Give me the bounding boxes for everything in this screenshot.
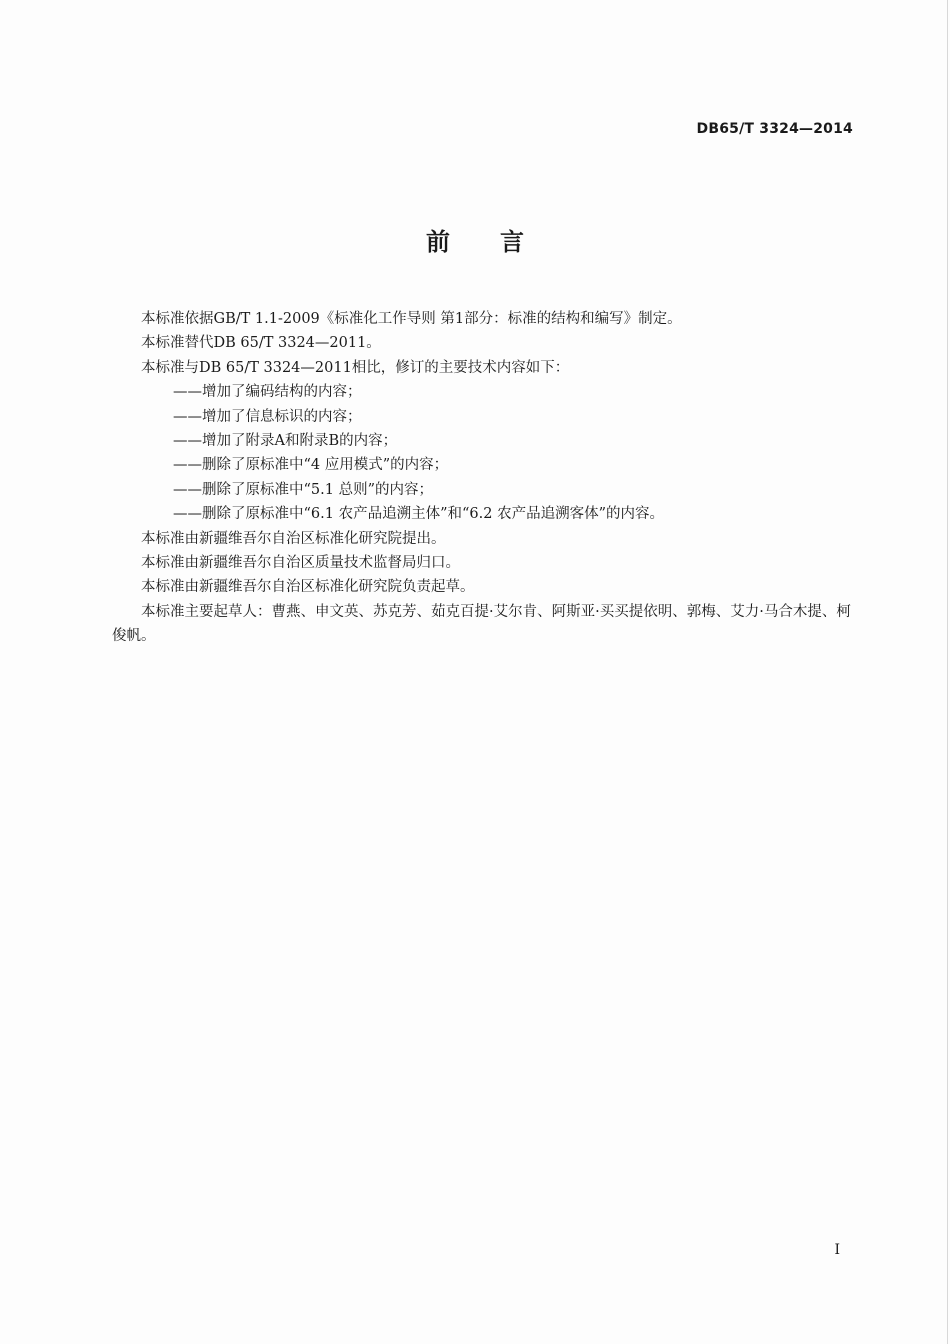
- paragraph-administrator: 本标准由新疆维吾尔自治区质量技术监督局归口。: [141, 555, 460, 572]
- paragraph-basis: 本标准依据GB/T 1.1-2009《标准化工作导则 第1部分：标准的结构和编写》制定。: [141, 311, 682, 327]
- list-item: ——删除了原标准中“6.1 农产品追溯主体”和“6.2 农产品追溯客体”的内容。: [173, 506, 664, 523]
- foreword-body: [112, 307, 858, 649]
- page-number: I: [834, 1242, 840, 1258]
- list-item: ——增加了信息标识的内容；: [173, 408, 362, 425]
- list-item: ——删除了原标准中“4 应用模式”的内容；: [173, 457, 449, 474]
- paragraph-changes-intro: 本标准与DB 65/T 3324—2011相比，修订的主要技术内容如下：: [141, 359, 570, 376]
- scan-edge: [947, 0, 948, 1344]
- list-item: ——删除了原标准中“5.1 总则”的内容；: [173, 481, 433, 498]
- paragraph-proposer: 本标准由新疆维吾尔自治区标准化研究院提出。: [141, 530, 446, 547]
- paragraph-drafter: 本标准由新疆维吾尔自治区标准化研究院负责起草。: [141, 579, 475, 596]
- document-code: DB65/T 3324—2014: [696, 121, 853, 137]
- page-title: 前言: [426, 228, 574, 256]
- list-item: ——增加了编码结构的内容；: [173, 384, 362, 401]
- list-item: ——增加了附录A和附录B的内容；: [173, 433, 398, 450]
- paragraph-authors: 本标准主要起草人：曹燕、申文英、苏克芳、茹克百提·艾尔肯、阿斯亚·买买提依明、郭梅、艾力·马合木提、柯俊帆。: [112, 603, 851, 645]
- paragraph-replaces: 本标准替代DB 65/T 3324—2011。: [141, 335, 381, 352]
- changes-list: [112, 380, 858, 526]
